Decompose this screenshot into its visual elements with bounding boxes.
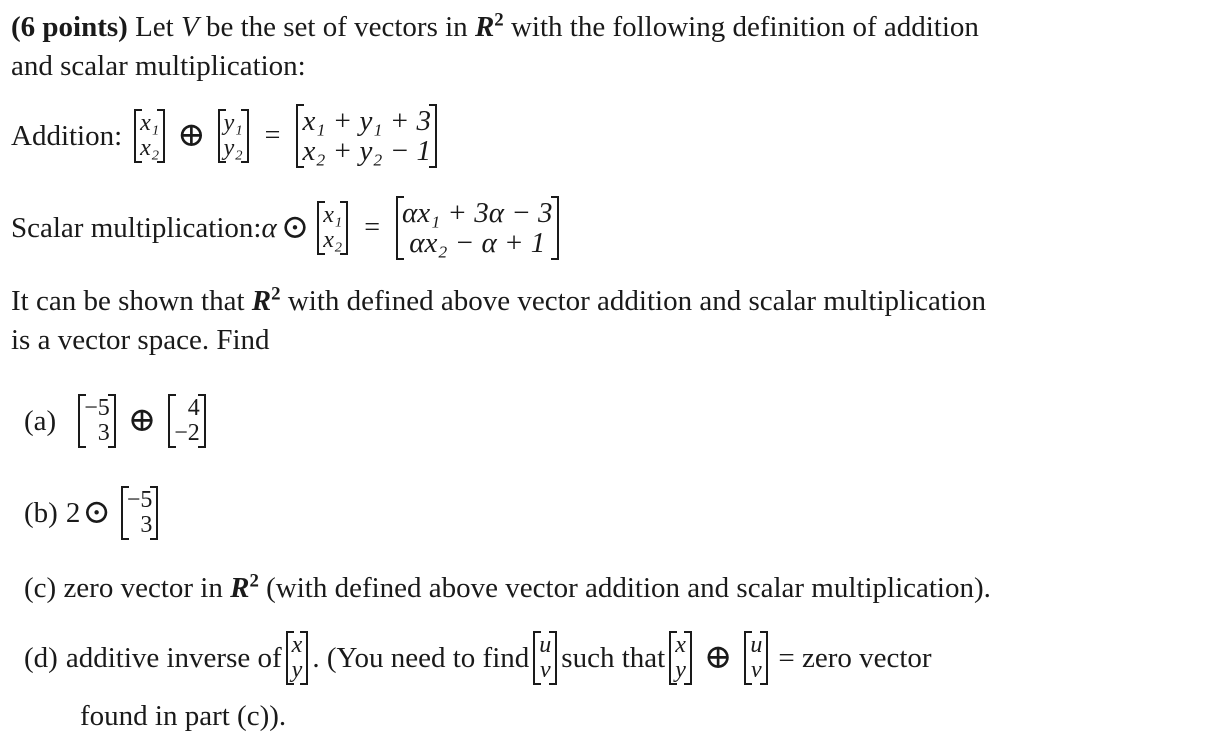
vector-x xyxy=(134,109,165,163)
intro-text: Let xyxy=(127,11,181,43)
part-a xyxy=(24,386,210,456)
intro-text: be the set of vectors in xyxy=(198,11,475,43)
points-label: (6 points) xyxy=(11,11,128,43)
R-symbol: R xyxy=(230,572,250,604)
odot-symbol: ⊙ xyxy=(280,209,310,246)
superscript: 2 xyxy=(249,570,259,592)
statement-line1 xyxy=(11,283,986,319)
matrix-cell: x₂ + y₂ − 1 xyxy=(302,135,432,167)
matrix-cell: u xyxy=(539,631,552,658)
scalar-result-vector xyxy=(396,196,559,261)
part-b-label: (b) xyxy=(24,496,58,529)
vector-a1 xyxy=(78,394,116,448)
vector-x xyxy=(317,201,348,255)
matrix-cell: y₂ xyxy=(223,135,243,161)
matrix-cell: u xyxy=(750,631,763,658)
part-d-line2: found in part (c)). xyxy=(80,700,287,732)
vector-y xyxy=(218,109,249,163)
superscript: 2 xyxy=(271,283,281,305)
matrix-cell: x xyxy=(675,631,686,658)
part-d-text: such that xyxy=(561,641,666,674)
part-d-text: additive inverse of xyxy=(65,641,282,674)
part-d-text: = zero vector xyxy=(778,641,932,674)
problem-intro-line1 xyxy=(11,9,979,45)
matrix-cell: y xyxy=(291,657,303,683)
matrix-cell: αx₁ + 3α − 3 xyxy=(402,196,553,229)
matrix-cell: 4 xyxy=(187,394,200,421)
matrix-cell: x₂ xyxy=(140,135,160,161)
equals-sign: = xyxy=(364,212,380,243)
matrix-cell: x₂ xyxy=(323,227,343,253)
matrix-cell: 3 xyxy=(97,420,110,446)
vector-xy xyxy=(669,631,692,685)
alpha-symbol: α xyxy=(261,211,277,244)
vector-xy xyxy=(286,631,309,685)
R-symbol: R xyxy=(251,285,272,317)
scalar-definition xyxy=(11,188,563,268)
scalar-label: Scalar multiplication: xyxy=(11,211,262,244)
superscript: 2 xyxy=(494,9,504,31)
addition-label: Addition: xyxy=(11,119,123,152)
statement-text: It can be shown that xyxy=(11,285,252,317)
matrix-cell: 3 xyxy=(140,512,153,538)
oplus-symbol: ⊕ xyxy=(177,117,206,154)
matrix-cell: y₁ xyxy=(223,109,243,136)
intro-text: with the following definition of addition xyxy=(503,11,979,43)
statement-text: with defined above vector addition and scalar multiplication xyxy=(280,285,987,317)
oplus-symbol: ⊕ xyxy=(127,402,157,439)
matrix-cell: y xyxy=(675,657,686,683)
part-c-text: (with defined above vector addition and scalar multiplication). xyxy=(258,572,991,604)
vector-uv xyxy=(744,631,768,685)
vector-a2 xyxy=(168,394,206,448)
vector-uv xyxy=(533,631,557,685)
oplus-symbol: ⊕ xyxy=(703,639,733,676)
odot-symbol: ⊙ xyxy=(82,494,111,531)
addition-result-vector xyxy=(296,104,437,169)
part-c-label: (c) xyxy=(24,572,57,604)
part-b xyxy=(24,478,162,548)
matrix-cell: x xyxy=(291,631,303,658)
matrix-cell: −5 xyxy=(126,486,153,513)
matrix-cell: −2 xyxy=(174,420,200,446)
matrix-cell: x₁ xyxy=(140,109,160,136)
part-d-text: . (You need to find xyxy=(312,641,530,674)
part-d xyxy=(24,622,932,694)
matrix-cell: x₁ + y₁ + 3 xyxy=(302,104,432,137)
matrix-cell: v xyxy=(751,657,762,683)
matrix-cell: −5 xyxy=(84,394,110,421)
scalar-two: 2 xyxy=(65,496,81,529)
addition-definition xyxy=(11,96,441,176)
equals-sign: = xyxy=(264,120,281,151)
statement-line2: is a vector space. Find xyxy=(11,324,270,356)
part-d-label: (d) xyxy=(24,641,58,674)
problem-intro-line2: and scalar multiplication: xyxy=(11,50,306,82)
matrix-cell: αx₂ − α + 1 xyxy=(409,227,546,259)
matrix-cell: x₁ xyxy=(323,201,343,228)
matrix-cell: v xyxy=(539,657,551,683)
set-V: V xyxy=(180,11,199,43)
part-a-label: (a) xyxy=(24,404,57,437)
vector-b xyxy=(121,486,159,540)
part-c-text: zero vector in xyxy=(56,572,231,604)
R-symbol: R xyxy=(474,11,495,43)
part-c xyxy=(24,570,991,606)
